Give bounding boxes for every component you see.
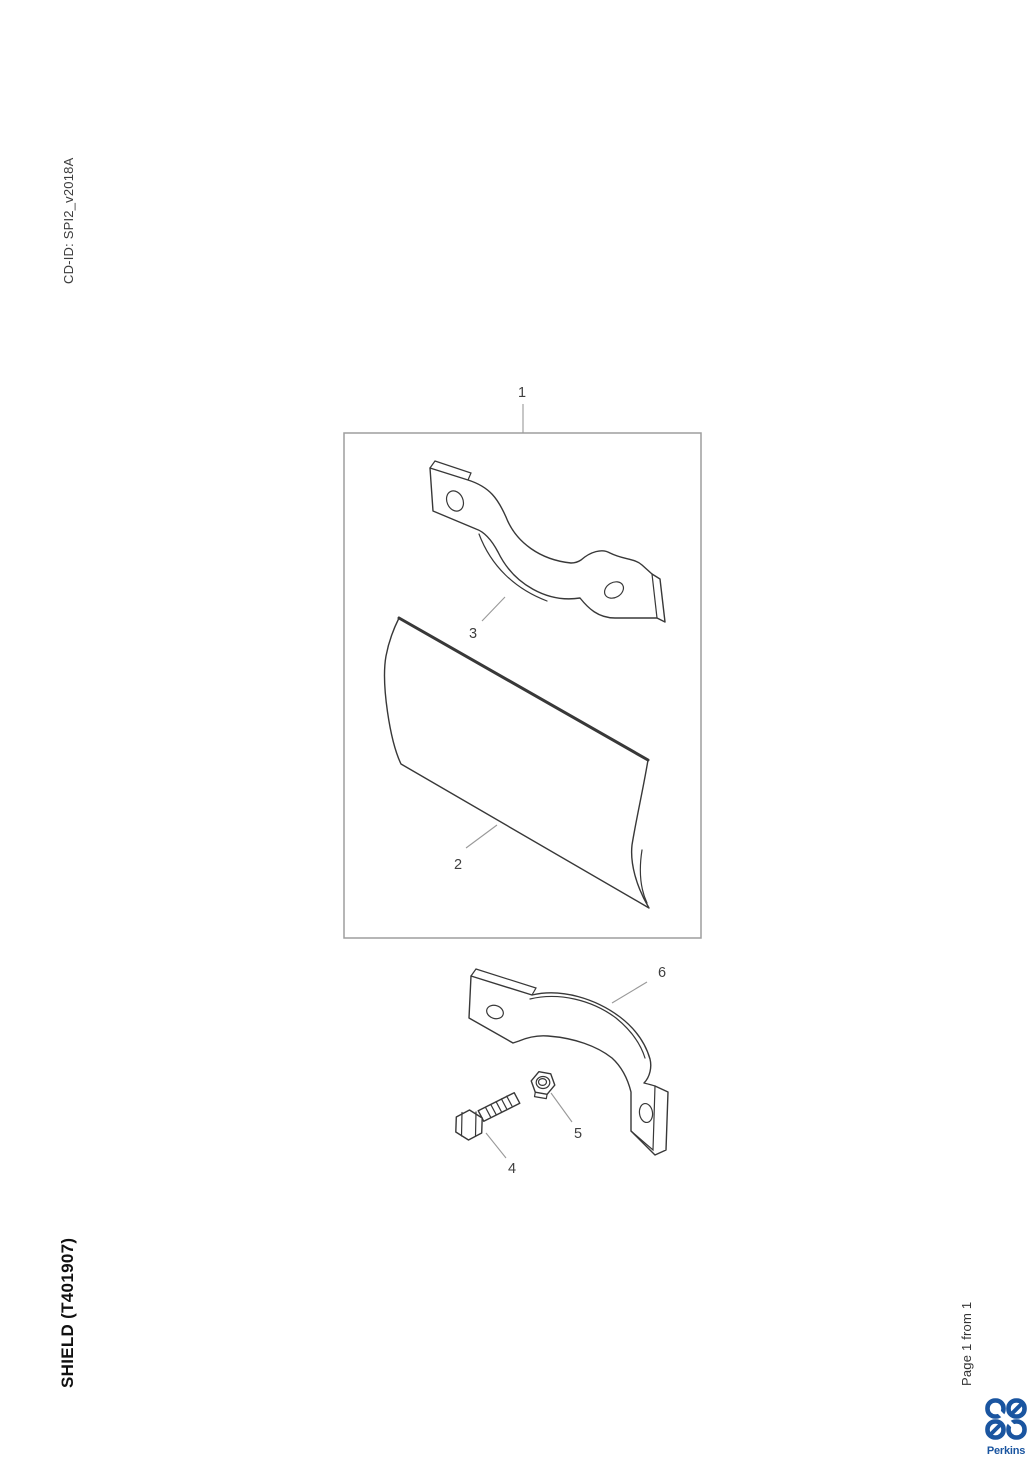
callout-1: 1 bbox=[517, 385, 527, 401]
part-3-clamp bbox=[430, 461, 665, 622]
perkins-logo bbox=[984, 1398, 1028, 1457]
perkins-wordmark: Perkins bbox=[986, 1445, 1026, 1457]
nut-body bbox=[531, 1072, 555, 1095]
document-title: SHIELD (T401907) bbox=[58, 1237, 77, 1388]
cd-id-label: CD-ID: SPI2_v2018A bbox=[61, 157, 76, 284]
callout-2: 2 bbox=[453, 857, 463, 873]
bolt-head-facet-right bbox=[476, 1112, 477, 1136]
page-indicator: Page 1 from 1 bbox=[959, 1301, 974, 1386]
callout-3: 3 bbox=[468, 626, 478, 642]
callout-5: 5 bbox=[573, 1126, 583, 1142]
callout-2-leader bbox=[466, 825, 497, 848]
callout-4: 4 bbox=[507, 1161, 517, 1177]
callout-5-leader bbox=[551, 1093, 572, 1122]
callout-6-leader bbox=[612, 982, 647, 1003]
part-6-clamp bbox=[469, 969, 668, 1155]
callout-4-leader bbox=[486, 1133, 506, 1158]
bolt-head-facet-left bbox=[462, 1113, 463, 1137]
perkins-logo-icon bbox=[985, 1398, 1027, 1440]
part-5-nut bbox=[531, 1072, 555, 1099]
callout-6: 6 bbox=[657, 965, 667, 981]
part-4-bolt bbox=[456, 1093, 520, 1140]
part-2-shield bbox=[385, 618, 649, 908]
bolt-head bbox=[456, 1110, 482, 1140]
callout-3-leader bbox=[482, 597, 505, 621]
